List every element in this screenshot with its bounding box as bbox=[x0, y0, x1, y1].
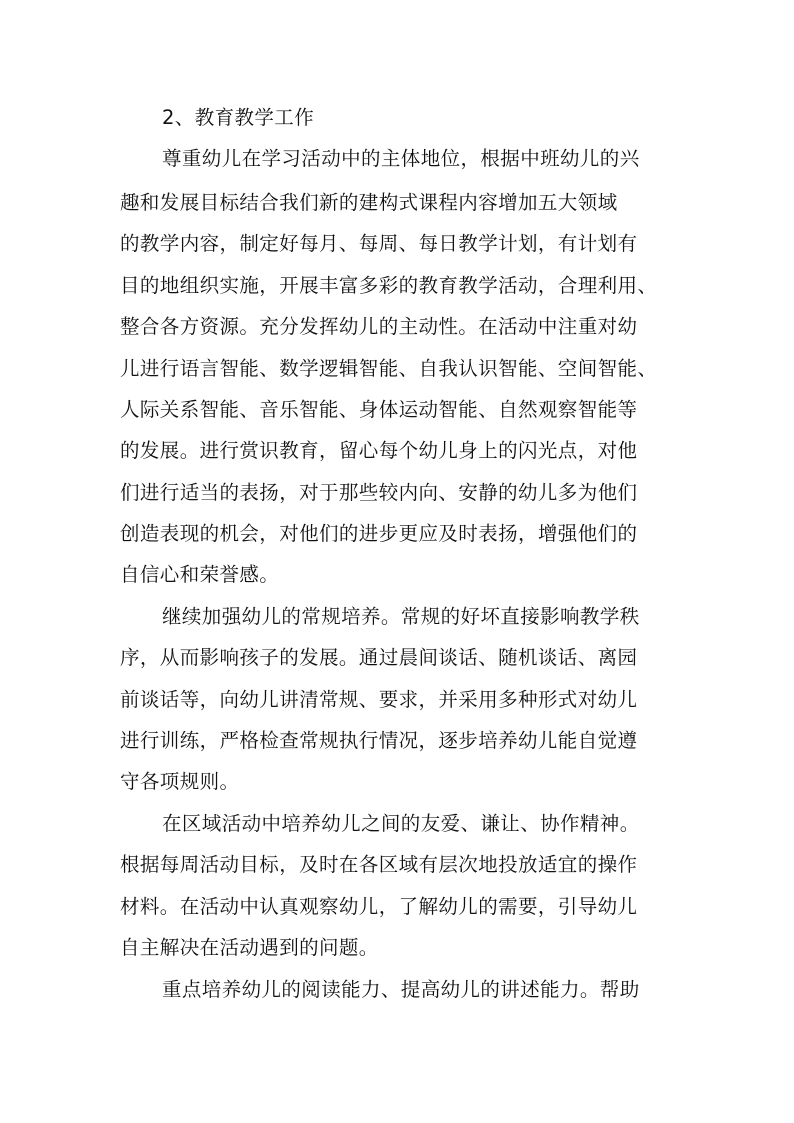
paragraph-line: 进行训练，严格检查常规执行情况，逐步培养幼儿能自觉遵 bbox=[120, 729, 638, 752]
paragraph-line: 继续加强幼儿的常规培养。常规的好坏直接影响教学秩 bbox=[162, 605, 640, 628]
paragraph-line: 的发展。进行赏识教育，留心每个幼儿身上的闪光点，对他 bbox=[120, 439, 638, 462]
paragraph-line: 序，从而影响孩子的发展。通过晨间谈话、随机谈话、离园 bbox=[120, 646, 638, 669]
paragraph-line: 人际关系智能、音乐智能、身体运动智能、自然观察智能等 bbox=[120, 398, 638, 421]
paragraph-line: 自主解决在活动遇到的问题。 bbox=[120, 936, 379, 959]
paragraph-line: 重点培养幼儿的阅读能力、提高幼儿的讲述能力。帮助 bbox=[162, 978, 640, 1001]
paragraph-line: 的教学内容，制定好每月、每周、每日教学计划，有计划有 bbox=[120, 232, 638, 255]
paragraph-line: 守各项规则。 bbox=[120, 770, 240, 793]
paragraph-line: 目的地组织实施，开展丰富多彩的教育教学活动，合理利用、 bbox=[120, 274, 658, 297]
paragraph-line: 材料。在活动中认真观察幼儿，了解幼儿的需要，引导幼儿 bbox=[120, 895, 638, 918]
paragraph-line: 前谈话等，向幼儿讲清常规、要求，并采用多种形式对幼儿 bbox=[120, 688, 638, 711]
paragraph-line: 在区域活动中培养幼儿之间的友爱、谦让、协作精神。 bbox=[162, 812, 640, 835]
paragraph-line: 创造表现的机会，对他们的进步更应及时表扬，增强他们的 bbox=[120, 522, 638, 545]
paragraph-line: 趣和发展目标结合我们新的建构式课程内容增加五大领域 bbox=[120, 191, 618, 214]
paragraph-line: 尊重幼儿在学习活动中的主体地位，根据中班幼儿的兴 bbox=[162, 147, 640, 170]
paragraph-line: 根据每周活动目标，及时在各区域有层次地投放适宜的操作 bbox=[120, 853, 638, 876]
section-heading: 2、教育教学工作 bbox=[162, 106, 315, 129]
paragraph-line: 自信心和荣誉感。 bbox=[120, 563, 280, 586]
paragraph-line: 儿进行语言智能、数学逻辑智能、自我认识智能、空间智能、 bbox=[120, 357, 658, 380]
paragraph-line: 整合各方资源。充分发挥幼儿的主动性。在活动中注重对幼 bbox=[120, 315, 638, 338]
paragraph-line: 们进行适当的表扬，对于那些较内向、安静的幼儿多为他们 bbox=[120, 481, 638, 504]
